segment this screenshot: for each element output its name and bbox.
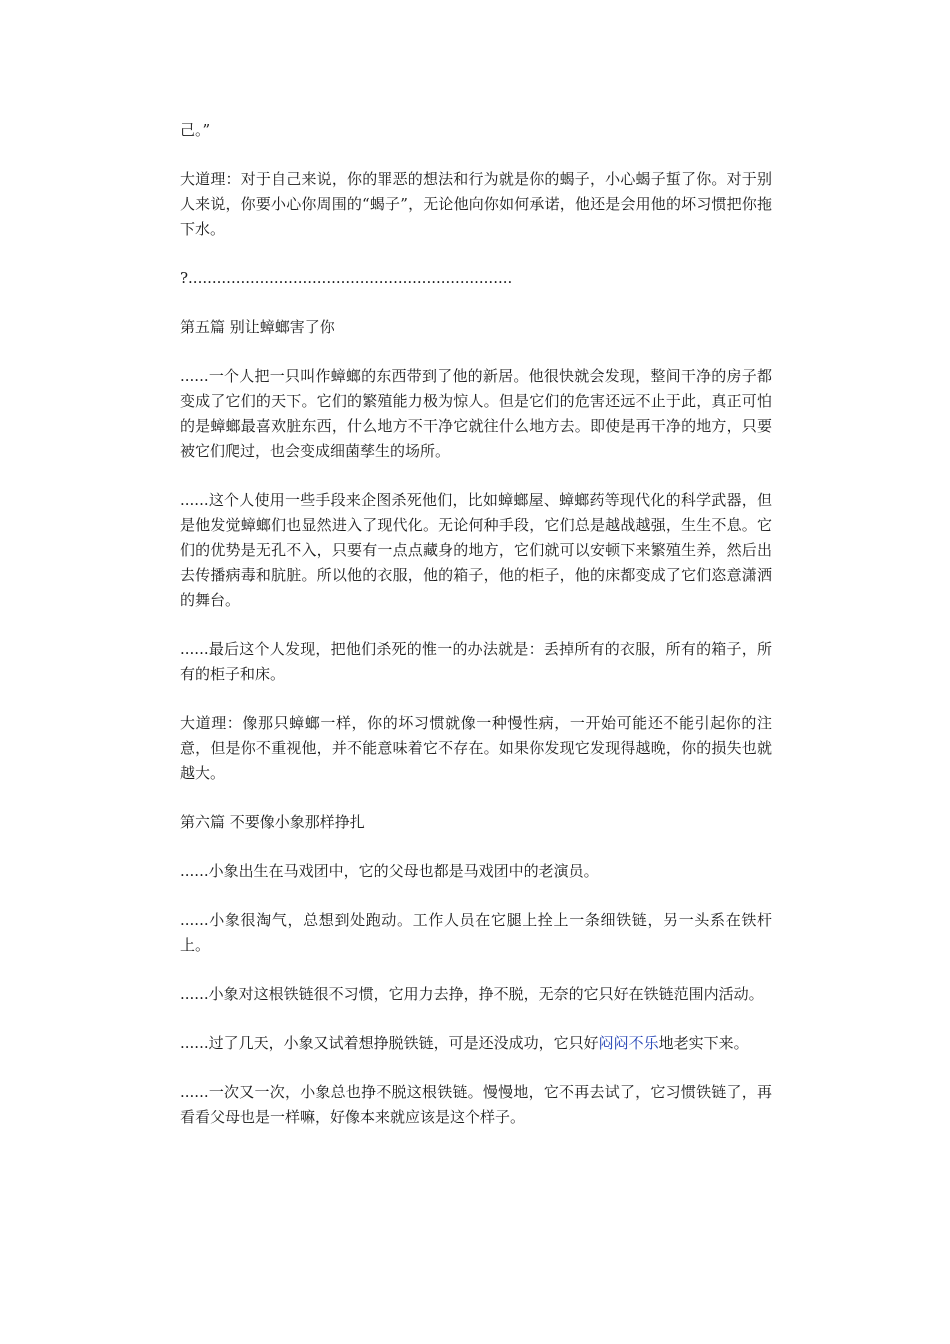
paragraph-elephant-4-start: ......过了几天，小象又试着想挣脱铁链，可是还没成功，它只好 — [180, 1034, 599, 1052]
paragraph-elephant-3: ......小象对这根铁链很不习惯，它用力去挣，挣不脱，无奈的它只好在铁链范围内活动。 — [180, 985, 764, 1003]
paragraph-cockroach-3: ......最后这个人发现，把他们杀死的惟一的办法就是：丢掉所有的衣服，所有的箱子，所有的柜子和床。 — [180, 640, 772, 683]
paragraph-cockroach-1: ......一个人把一只叫作蟑螂的东西带到了他的新居。他很快就会发现，整间干净的房子都变成了它们的天下。它们的繁殖能力极为惊人。但是它们的危害还远不止于此，真正可怕的是蟑螂最喜欢脏东西，什么地方不干净它就往什么地方去。即使是再干净的地方，只要被它们爬过，也会变成细菌孳生的场所。 — [180, 367, 772, 460]
chapter-6-heading: 第六篇 不要像小象那样挣扎 — [180, 813, 365, 831]
paragraph-moral-cockroach: 大道理：像那只蟑螂一样，你的坏习惯就像一种慢性病，一开始可能还不能引起你的注意，但是你不重视他，并不能意味着它不存在。如果你发现它发现得越晚，你的损失也就越大。 — [180, 714, 772, 782]
paragraph-ending: 己。” — [180, 121, 211, 139]
paragraph-elephant-4-end: 地老实下来。 — [658, 1034, 749, 1052]
paragraph-elephant-5: ......一次又一次，小象总也挣不脱这根铁链。慢慢地，它不再去试了，它习惯铁链了，再看看父母也是一样嘛，好像本来就应该是这个样子。 — [180, 1083, 772, 1126]
idiom-link[interactable]: 闷闷不乐 — [598, 1034, 659, 1052]
paragraph-cockroach-2: ......这个人使用一些手段来企图杀死他们，比如蟑螂屋、蟑螂药等现代化的科学武器，但是他发觉蟑螂们也显然进入了现代化。无论何种手段，它们总是越战越强，生生不息。它们的优势是无孔不入，只要有一点点藏身的地方，它们就可以安顿下来繁殖生养，然后出去传播病毒和肮脏。所以他的衣服，他的箱子，他的柜子，他的床都变成了它们恣意潇洒的舞台。 — [180, 491, 772, 609]
paragraph-elephant-4 — [180, 1031, 772, 1056]
paragraph-moral-scorpion: 大道理：对于自己来说，你的罪恶的想法和行为就是你的蝎子，小心蝎子蜇了你。对于别人来说，你要小心你周围的“蝎子”，无论他向你如何承诺，他还是会用他的坏习惯把你拖下水。 — [180, 170, 772, 238]
paragraph-elephant-2: ......小象很淘气，总想到处跑动。工作人员在它腿上拴上一条细铁链，另一头系在铁杆上。 — [180, 911, 772, 954]
paragraph-elephant-1: ......小象出生在马戏团中，它的父母也都是马戏团中的老演员。 — [180, 862, 599, 880]
separator-line: ?.................................................................... — [180, 269, 513, 287]
document-page — [180, 118, 772, 1130]
chapter-5-heading: 第五篇 别让蟑螂害了你 — [180, 318, 335, 336]
